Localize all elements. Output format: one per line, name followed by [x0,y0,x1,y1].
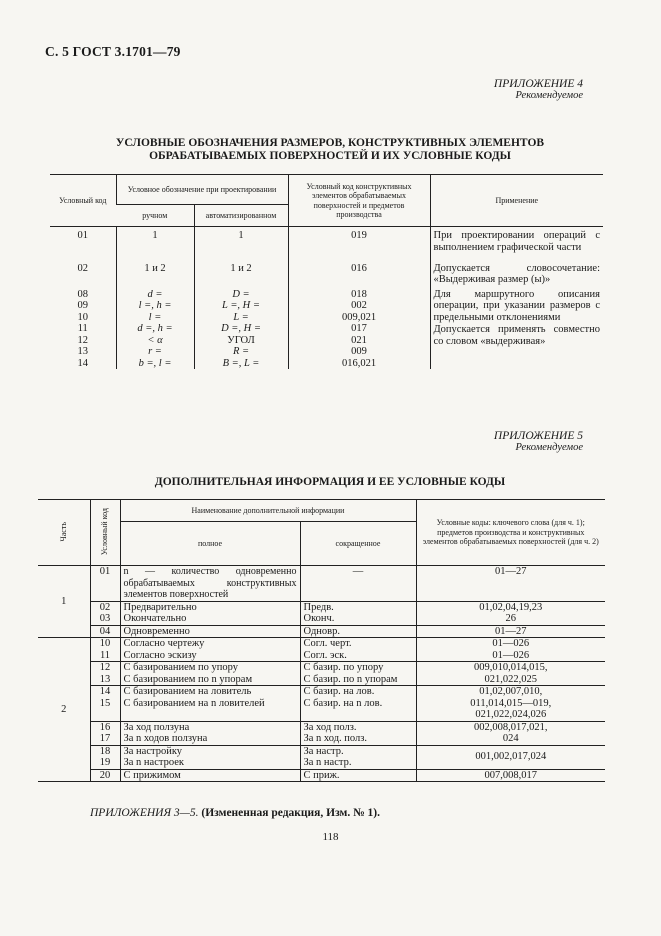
t1-cell-manual: 1 [116,227,194,263]
t2-header-code-label: Условный код [100,507,110,555]
t1-manual: r = [148,346,162,357]
table-row [50,287,116,370]
table-row: 01 [77,230,88,241]
t1-key: 017 [351,323,367,334]
table-2 [38,499,605,782]
t1-header-designation: Условное обозначение при проектировании [116,175,288,205]
t2-part-1: 1 [38,566,90,638]
t2-header-part [38,500,90,566]
t2-short: За настр. За n настр. [300,745,416,769]
appendix-4-sub: Рекомендуемое [515,90,583,101]
t1-auto: D = [232,288,250,300]
footnote-edit: (Измененная редакция, Изм. № 1). [201,807,381,819]
t1-key: 016,021 [341,357,377,369]
t2-keys: 01,02,04,19,23 26 [416,601,605,625]
t1-auto: L =, H = [222,300,260,311]
table-2-title: ДОПОЛНИТЕЛЬНАЯ ИНФОРМАЦИЯ И ЕЕ УСЛОВНЫЕ КОДЫ [154,476,506,488]
t1-application-1: При проектировании операций с выполнением графической части [430,227,603,263]
table-row: 02 [77,262,88,274]
t2-keys: 01—27 [416,625,605,638]
t1-header-manual: ручном [116,205,194,227]
t2-code: 10 11 [90,638,120,662]
t2-keys: 001,002,017,024 [416,745,605,769]
footnote-ref: ПРИЛОЖЕНИЯ 3—5. [90,807,199,819]
table-1-title-line-2: ОБРАБАТЫВАЕМЫХ ПОВЕРХНОСТЕЙ И ИХ УСЛОВНЫЕ КОДЫ [149,150,511,162]
t1-header-key: Условный код конструктивных элементов обрабатываемых поверхностей и предметов производства [288,175,430,227]
t2-full: С прижимом [120,769,300,782]
t1-application-4: Допускается применять совместно со словом «выдерживая» [433,324,600,347]
table-1-title [60,137,600,163]
t1-key: 002 [351,300,367,311]
t1-manual-col [116,287,194,370]
t1-code: 10 [77,311,88,323]
t2-part-2: 2 [38,638,90,782]
t1-code: 12 [77,334,88,346]
t1-code: 08 [77,288,88,300]
page-number: 118 [322,831,339,843]
t2-header-full: полное [120,522,300,566]
t1-key: 018 [351,288,367,300]
t2-keys: 009,010,014,015, 021,022,025 [416,662,605,686]
t1-auto-col [194,287,288,370]
t1-code: 14 [77,357,88,369]
t1-auto: D =, H = [221,323,261,334]
t1-manual: d = [147,288,163,300]
t2-short: Согл. черт. Согл. эск. [300,638,416,662]
t1-code: 09 [77,300,88,311]
t2-full: За настройку За n настроек [120,745,300,769]
t1-application-col [430,287,603,370]
t1-key: 009 [351,346,367,357]
t2-short: За ход полз. За n ход. полз. [300,721,416,745]
t1-manual: d =, h = [137,323,173,334]
t1-header-application: Применение [430,175,603,227]
t2-code: 14 15 [90,686,120,722]
t2-keys: 007,008,017 [416,769,605,782]
t2-header-short: сокращенное [300,522,416,566]
appendix-5-sub: Рекомендуемое [515,442,583,453]
t1-application-2: Допускается словосочетание: «Выдерживая размер (ы)» [430,263,603,287]
t2-short: С базир. по упору С базир. по n упорам [300,662,416,686]
t1-cell-manual: 1 и 2 [116,263,194,287]
t1-manual: l =, h = [138,300,172,311]
t1-auto: B =, L = [222,357,260,369]
t2-full: За ход ползуна За n ходов ползуна [120,721,300,745]
t2-header-keycodes: Условные коды: ключевого слова (для ч. 1); предметов производства и конструктивных элементов обрабатываемых поверхностей (для ч. 2) [416,500,605,566]
t1-code: 11 [77,323,88,334]
t1-cell-key: 016 [288,263,430,287]
t1-auto: L = [233,311,249,323]
t1-key: 021 [351,334,367,346]
t2-full: Одновременно [120,625,300,638]
appendix-4-label [494,78,583,102]
t2-code: 12 13 [90,662,120,686]
appendix-4-title: ПРИЛОЖЕНИЕ 4 [493,78,583,90]
t2-full: С базированием по упору С базированием по n упорам [120,662,300,686]
t2-header-part-label: Часть [59,521,68,541]
t2-code: 18 19 [90,745,120,769]
t2-code: 02 03 [90,601,120,625]
t2-header-code [90,500,120,566]
t2-keys: 01—026 01—026 [416,638,605,662]
appendix-5-label [494,430,583,454]
t2-code: 16 17 [90,721,120,745]
t1-cell-auto: 1 и 2 [194,263,288,287]
t2-short: С базир. на лов. С базир. на n лов. [300,686,416,722]
t2-keys: 002,008,017,021, 024 [416,721,605,745]
t1-manual: < α [147,334,163,346]
t2-code: 01 [90,566,120,602]
t2-short: Предв. Оконч. [300,601,416,625]
t2-short: — [300,566,416,602]
t2-full: С базированием на ловитель С базированием на n ловителей [120,686,300,722]
t1-key-col [288,287,430,370]
t1-header-code: Условный код [50,175,116,227]
t1-application-3: Для маршрутного описания операции, при указании размеров с предельными отклонениями [433,288,600,323]
t1-cell-key: 019 [288,227,430,263]
t1-auto: R = [232,346,250,357]
t2-short: Одновр. [300,625,416,638]
footnote [90,807,380,819]
t2-full: Предварительно Окончательно [120,601,300,625]
t2-code: 20 [90,769,120,782]
table-1 [50,174,603,369]
t1-code: 13 [77,346,88,357]
t2-keys: 01,02,007,010, 011,014,015—019, 021,022,024,026 [416,686,605,722]
t2-header-name: Наименование дополнительной информации [120,500,416,522]
t2-full: Согласно чертежу Согласно эскизу [120,638,300,662]
t1-header-auto: автоматизированном [194,205,288,227]
appendix-5-title: ПРИЛОЖЕНИЕ 5 [493,430,583,442]
t2-keys: 01—27 [416,566,605,602]
t2-code: 04 [90,625,120,638]
t1-cell-auto: 1 [194,227,288,263]
table-1-title-line-1: УСЛОВНЫЕ ОБОЗНАЧЕНИЯ РАЗМЕРОВ, КОНСТРУКТИВНЫХ ЭЛЕМЕНТОВ [115,137,545,149]
t1-key: 009,021 [341,311,377,323]
t1-manual: b =, l = [138,357,172,369]
t1-manual: l = [148,311,162,323]
t1-auto: УГОЛ [227,334,255,346]
t2-short: С приж. [300,769,416,782]
t2-full: n — количество одновременно обрабатываемых конструктивных элементов поверхностей [120,566,300,602]
page-header: С. 5 ГОСТ 3.1701—79 [45,44,181,59]
